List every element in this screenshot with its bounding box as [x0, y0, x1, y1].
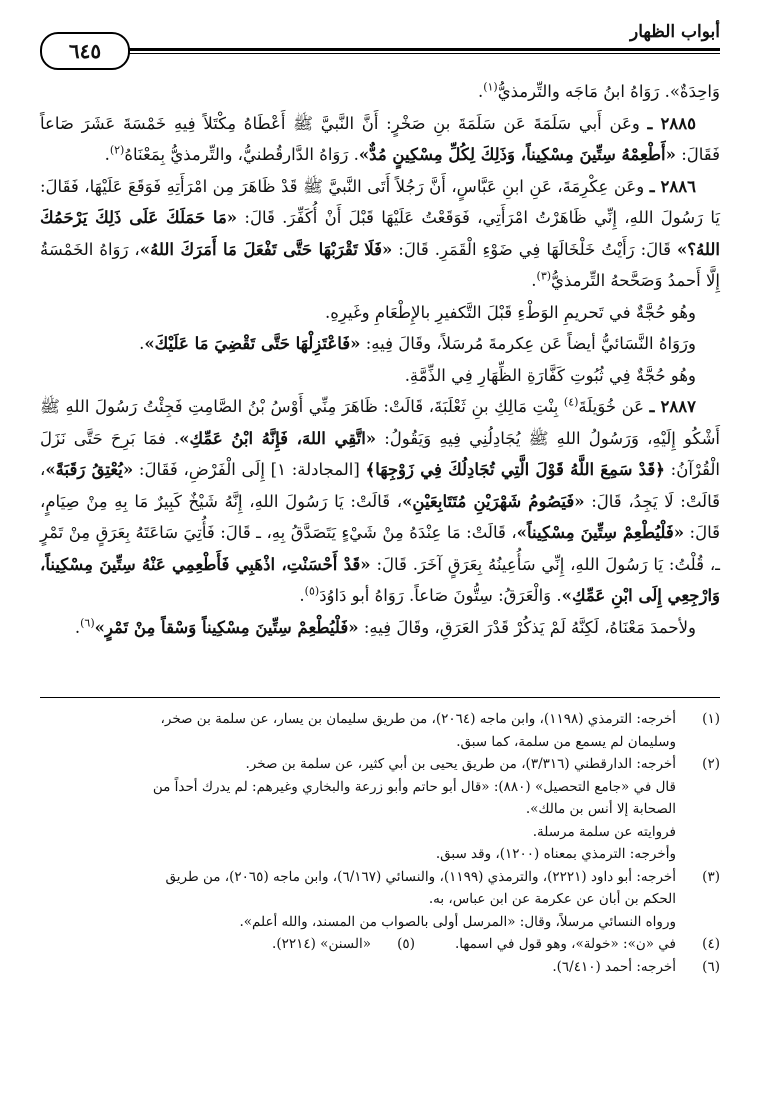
header-rule-thin — [128, 53, 720, 54]
footnote-separator — [40, 697, 720, 698]
footnote-1 — [40, 708, 720, 753]
footnote-number — [676, 956, 720, 979]
footnote-number-text: (١) — [702, 711, 720, 727]
short-footnotes-row — [40, 933, 720, 956]
footnote-line: أخرجه: أحمد (٦/٤١٠). — [552, 958, 676, 975]
footnote-text — [40, 708, 676, 753]
text-segment: وَاحِدَةٌ». رَوَاهُ ابنُ مَاجَه والتِّرمذيُّ — [497, 82, 720, 101]
footnote-line: ورواه النسائي مرسلاً، وقال: «المرسل أولى بالصواب من المسند، والله أعلم». — [239, 913, 676, 930]
prophetic-quote: «فَلْيُطْعِمْ سِتِّينَ مِسْكِيناً وَسْقاً مِنْ تَمْرٍ» — [94, 617, 359, 637]
paragraph-continuation: وَاحِدَةٌ». رَوَاهُ ابنُ مَاجَه والتِّرمذيُّ$^{(١)}$. — [477, 80, 720, 101]
footnote-number-text: (٤) — [702, 936, 720, 952]
nasai-narration: ورَوَاهُ النَّسَائيُّ أيضاً عَن عِكرمةَ مُرسَلاً، وقَالَ فِيهِ: «فَاعْتَزِلْهَا حَتَّى تَقْضِيَ مَا عَلَيْكَ». — [139, 334, 696, 353]
footnote-ref: (٦) — [80, 616, 95, 629]
footnote-ref: (١) — [483, 80, 498, 94]
footnote-line: «السنن» (٢٢١٤). — [272, 936, 371, 952]
prophetic-quote: «اتَّقِي اللهَ، فَإِنَّهُ ابْنُ عَمِّكِ» — [179, 428, 377, 448]
text-segment: [المجادلة: ١] إِلَى الْفَرْضِ، فَقَالَ: — [138, 460, 360, 479]
text-segment: . رَوَاهُ الدَّارقُطنيُّ، والتِّرمذيُّ بِمَعْنَاهُ — [124, 145, 359, 164]
text-segment: ، قَالَتْ: يَا رَسُولَ اللهِ، إِنَّهُ شَيْخٌ كَبِيرٌ مَا بِهِ مِنْ صِيَامٍ، قَالَ: — [40, 491, 721, 542]
text-segment: ، قَالَتْ: لَا يَجِدُ، قَالَ: — [40, 460, 720, 511]
prophetic-quote: «مَا حَمَلَكَ عَلَى ذَلِكَ يَرْحَمُكَ اللهُ؟» — [40, 208, 720, 259]
prophetic-quote: «أَطْعِمْهُ سِتِّينَ مِسْكِيناً، وَذَلِكَ لِكُلِّ مِسْكِينٍ مُدٌّ» — [358, 145, 676, 164]
footnote-line: في «ن»: «خولة»، وهو قول في اسمها. — [454, 936, 676, 952]
hadith-2886: ٢٨٨٦ ـ وعَن عِكْرِمَةَ، عَنِ ابنِ عَبَّاسٍ، أَنَّ رَجُلاً أَتَى النَّبيَّ ﷺ قَدْ ظَاهَرَ مِن امْرَأَتِهِ فَوَقَعَ عَلَيْهَا، فَقَالَ: يَا رَسُولَ اللهِ، إِنِّي ظَاهَرْتُ امْرَأَتِي، فَوَقَعْتُ عَلَيْهَا قَبْلَ أَنْ أُكَفِّرَ. قَالَ: «مَا حَمَلَكَ عَلَى ذَلِكَ يَرْحَمُكَ اللهُ؟» قَالَ: رَأَيْتُ خَلْخَالَهَا فِي ضَوْءِ الْقَمَرِ. قَالَ: «فَلَا تَقْرَبْهَا حَتَّى تَفْعَلَ مَا أَمَرَكَ اللهُ»، رَوَاهُ الخَمْسَةُ إِلَّا أَحمدُ وَصَحَّحهُ التِّرمذيُّ$^{(٣)}$. — [40, 176, 720, 290]
text-segment: بِنْتِ مَالِكِ بنِ ثَعْلَبَةَ، قَالَتْ: ظَاهَرَ مِنِّي أَوْسُ بْنُ الصَّامِتِ فَجِئْتُ رَسُولَ اللهِ ﷺ أَشْكُو إِلَيْهِ، وَرَسُولُ اللهِ ﷺ يُجَادِلُنِي فِيهِ وَيَقُولُ: — [40, 397, 721, 448]
hadith-number: ٢٨٨٧ ـ — [649, 397, 696, 416]
text-segment: عَن خُوَيلَةَ — [578, 397, 645, 416]
footnote-2 — [40, 753, 720, 866]
footnotes — [40, 708, 720, 978]
footnote-5 — [272, 933, 415, 956]
text-segment: ، رَوَاهُ الخَمْسَةُ إِلَّا أَحمدُ وَصَحَّحهُ التِّرمذيُّ — [40, 239, 720, 290]
prophetic-quote: «فَيَصُومُ شَهْرَيْنِ مُتَتَابِعَيْنِ» — [402, 491, 585, 511]
hadith-number: ٢٨٨٦ ـ — [649, 176, 696, 196]
footnote-text — [40, 956, 676, 979]
footnote-number-text: (٣) — [702, 868, 720, 885]
footnote-line: الحكم بن أبان عن عكرمة عن ابن عباس، به. — [428, 891, 676, 907]
footnote-ref: (٣) — [536, 269, 552, 283]
text-segment: ، قَالَتْ: مَا عِنْدَهُ مِنْ شَيْءٍ يَتَصَدَّقُ بِهِ، ـ قَالَ: فَأُتِيَ سَاعَتَهُ بِعَرَقٍ مِنْ تَمْرٍ ـ، قُلْتُ: يَا رَسُولَ اللهِ، إِنِّي سَأُعِينُهُ بِعَرَقٍ آخَرَ. قَالَ: — [40, 523, 721, 574]
footnote-line: أخرجه: الترمذي (١١٩٨)، وابن ماجه (٢٠٦٤)، من طريق سليمان بن يسار، عن سلمة بن صخر، — [160, 711, 676, 727]
prophetic-quote: «فَلْيُطْعِمْ سِتِّينَ مِسْكِيناً» — [516, 523, 685, 542]
header-rule — [128, 48, 720, 51]
page-number: ٦٤٥ — [40, 32, 130, 70]
footnote-number — [676, 753, 720, 776]
footnote-text — [40, 866, 676, 934]
footnote-ref: (٤) — [563, 395, 579, 409]
footnote-text — [272, 933, 371, 956]
chapter-title: أبواب الظهار — [624, 22, 720, 42]
text-segment: فمَا بَرِحَ حَتَّى نَزَلَ الْقُرْآنُ: — [40, 428, 720, 479]
footnote-text — [455, 933, 676, 956]
text-segment: ولأحمدَ مَعْنَاهُ، لَكِنَّهُ لَمْ يَذكُرْ قَدْرَ العَرَقِ، وقَالَ فِيهِ: — [363, 617, 696, 637]
footnote-number — [676, 708, 720, 731]
footnote-4 — [455, 933, 720, 956]
text-segment: وعَن عِكْرِمَةَ، عَنِ ابنِ عَبَّاسٍ، أَنَّ رَجُلاً أَتَى النَّبيَّ ﷺ قَدْ ظَاهَرَ مِن امْرَأَتِهِ فَوَقَعَ عَلَيْهَا، فَقَالَ: يَا رَسُولَ اللهِ، إِنِّي ظَاهَرْتُ امْرَأَتِي، فَوَقَعْتُ عَلَيْهَا قَبْلَ أَنْ أُكَفِّرَ. قَالَ: — [40, 176, 720, 227]
footnote-line: أخرجه: أبو داود (٢٢٢١)، والترمذي (١١٩٩)، والنسائي (٦/١٦٧)، وابن ماجه (٢٠٦٥)، من طريق — [165, 868, 676, 885]
hadith-2887: ٢٨٨٧ ـ عَن خُوَيلَةَ$^{(٤)}$ بِنْتِ مَالِكِ بنِ ثَعْلَبَةَ، قَالَتْ: ظَاهَرَ مِنِّي أَوْسُ بْنُ الصَّامِتِ فَجِئْتُ رَسُولَ اللهِ ﷺ أَشْكُو إِلَيْهِ، وَرَسُولُ اللهِ ﷺ يُجَادِلُنِي فِيهِ وَيَقُولُ: «اتَّقِي اللهَ، فَإِنَّهُ ابْنُ عَمِّكِ». فمَا بَرِحَ حَتَّى نَزَلَ الْقُرْآنُ: ﴿قَدْ سَمِعَ اللَّهُ قَوْلَ الَّتِي تُجَادِلُكَ فِي زَوْجِهَا﴾ [المجادلة: ١] إِلَى الْفَرْضِ، فَقَالَ: «يُعْتِقُ رَقَبَةً»، قَالَتْ: لَا يَجِدُ، قَالَ: «فَيَصُومُ شَهْرَيْنِ مُتَتَابِعَيْنِ»، قَالَتْ: يَا رَسُولَ اللهِ، إِنَّهُ شَيْخٌ كَبِيرٌ مَا بِهِ مِنْ صِيَامٍ، قَالَ: «فَلْيُطْعِمْ سِتِّينَ مِسْكِيناً»، قَالَتْ: مَا عِنْدَهُ مِنْ شَيْءٍ يَتَصَدَّقُ بِهِ، ـ قَالَ: فَأُتِيَ سَاعَتَهُ بِعَرَقٍ مِنْ تَمْرٍ ـ، قُلْتُ: يَا رَسُولَ اللهِ، إِنِّي سَأُعِينُهُ بِعَرَقٍ آخَرَ. قَالَ: «قَدْ أَحْسَنْتِ، اذْهَبِي فَأَطْعِمِي عَنْهُ سِتِّينَ مِسْكِيناً، وَارْجِعِي إِلَى ابْنِ عَمِّكِ». وَالْعَرَقُ: سِتُّونَ صَاعاً. رَوَاهُ أبو دَاوُدَ$^{(٥)}$. — [40, 395, 721, 605]
footnote-number-text: (٥) — [397, 936, 415, 952]
main-text — [40, 76, 720, 643]
footnote-line: فروايته عن سلمة مرسلة. — [532, 823, 676, 840]
prophetic-quote: «فَاعْتَزِلْهَا حَتَّى تَقْضِيَ مَا عَلَيْكَ» — [144, 334, 361, 353]
footnote-number — [371, 933, 415, 956]
footnote-number-text: (٢) — [702, 756, 720, 772]
ahmad-narration: ولأحمدَ مَعْنَاهُ، لَكِنَّهُ لَمْ يَذكُرْ قَدْرَ العَرَقِ، وقَالَ فِيهِ: «فَلْيُطْعِمْ سِتِّينَ مِسْكِيناً وَسْقاً مِنْ تَمْرٍ»$^{(٦)}$. — [74, 616, 696, 637]
footnote-6 — [40, 956, 720, 979]
hadith-2885: ٢٨٨٥ ـ وعَن أَبي سَلَمَةَ عَن سَلَمَةَ بنِ صَخْرٍ: أَنَّ النَّبيَّ ﷺ أَعْطَاهُ مِكْتَلاً فِيهِ خَمْسَةَ عَشَرَ صَاعاً فَقَالَ: «أَطْعِمْهُ سِتِّينَ مِسْكِيناً، وَذَلِكَ لِكُلِّ مِسْكِينٍ مُدٌّ». رَوَاهُ الدَّارقُطنيُّ، والتِّرمذيُّ بِمَعْنَاهُ$^{(٢)}$. — [40, 113, 720, 164]
footnote-line: وأخرجه: الترمذي بمعناه (١٢٠٠)، وقد سبق. — [435, 846, 676, 862]
footnote-line: وسليمان لم يسمع من سلمة، كما سبق. — [456, 733, 676, 750]
footnote-ref: (٢) — [109, 143, 125, 157]
footnote-number-text: (٦) — [702, 958, 720, 975]
footnote-3 — [40, 866, 720, 934]
footnote-ref: (٥) — [304, 584, 320, 598]
text-segment: قَالَ: رَأَيْتُ خَلْخَالَهَا فِي ضَوْءِ الْقَمَرِ. قَالَ: — [398, 239, 677, 259]
text-segment: . وَالْعَرَقُ: سِتُّونَ صَاعاً. رَوَاهُ أبو دَاوُدَ — [319, 586, 562, 605]
footnote-number — [676, 866, 720, 889]
footnote-text — [40, 753, 676, 866]
prophetic-quote: «فَلَا تَقْرَبْهَا حَتَّى تَفْعَلَ مَا أَمَرَكَ اللهُ» — [139, 239, 393, 259]
page-header — [40, 22, 720, 76]
footnote-number — [676, 933, 720, 956]
footnote-line: أخرجه: الدارقطني (٣/٣١٦)، من طريق يحيى بن أبي كثير، عن سلمة بن صخر. — [245, 756, 676, 772]
footnote-line: الصحابة إلا أنس بن مالك». — [525, 801, 676, 817]
prophetic-quote: «يُعْتِقُ رَقَبَةً» — [45, 460, 134, 479]
commentary: وهُو حُجَّةٌ فِي ثُبُوتِ كَفَّارَةِ الظِّهَارِ فِي الذِّمَّةِ. — [404, 365, 696, 385]
text-segment: وعَن أَبي سَلَمَةَ عَن سَلَمَةَ بنِ صَخْرٍ: أَنَّ النَّبيَّ ﷺ أَعْطَاهُ مِكْتَلاً فِيهِ خَمْسَةَ عَشَرَ صَاعاً فَقَالَ: — [40, 113, 720, 164]
footnote-line: قال في «جامع التحصيل» (٨٨٠): «قال أبو حاتم وأبو زرعة والبخاري وغيرهم: لم يدرك أحداً من — [152, 778, 676, 795]
text-segment: ورَوَاهُ النَّسَائيُّ أيضاً عَن عِكرمةَ مُرسَلاً، وقَالَ فِيهِ: — [365, 334, 696, 353]
quran-verse: ﴿قَدْ سَمِعَ اللَّهُ قَوْلَ الَّتِي تُجَادِلُكَ فِي زَوْجِهَا﴾ — [365, 460, 665, 479]
hadith-number: ٢٨٨٥ ـ — [647, 113, 696, 133]
prophetic-quote: «قَدْ أَحْسَنْتِ، اذْهَبِي فَأَطْعِمِي عَنْهُ سِتِّينَ مِسْكِيناً، وَارْجِعِي إِلَى ابْنِ عَمِّكِ» — [40, 554, 720, 605]
commentary: وهُو حُجَّةٌ في تَحريمِ الوَطْءِ قَبْلَ التَّكفيرِ بالإِطْعَامِ وغَيرِهِ. — [325, 302, 696, 322]
